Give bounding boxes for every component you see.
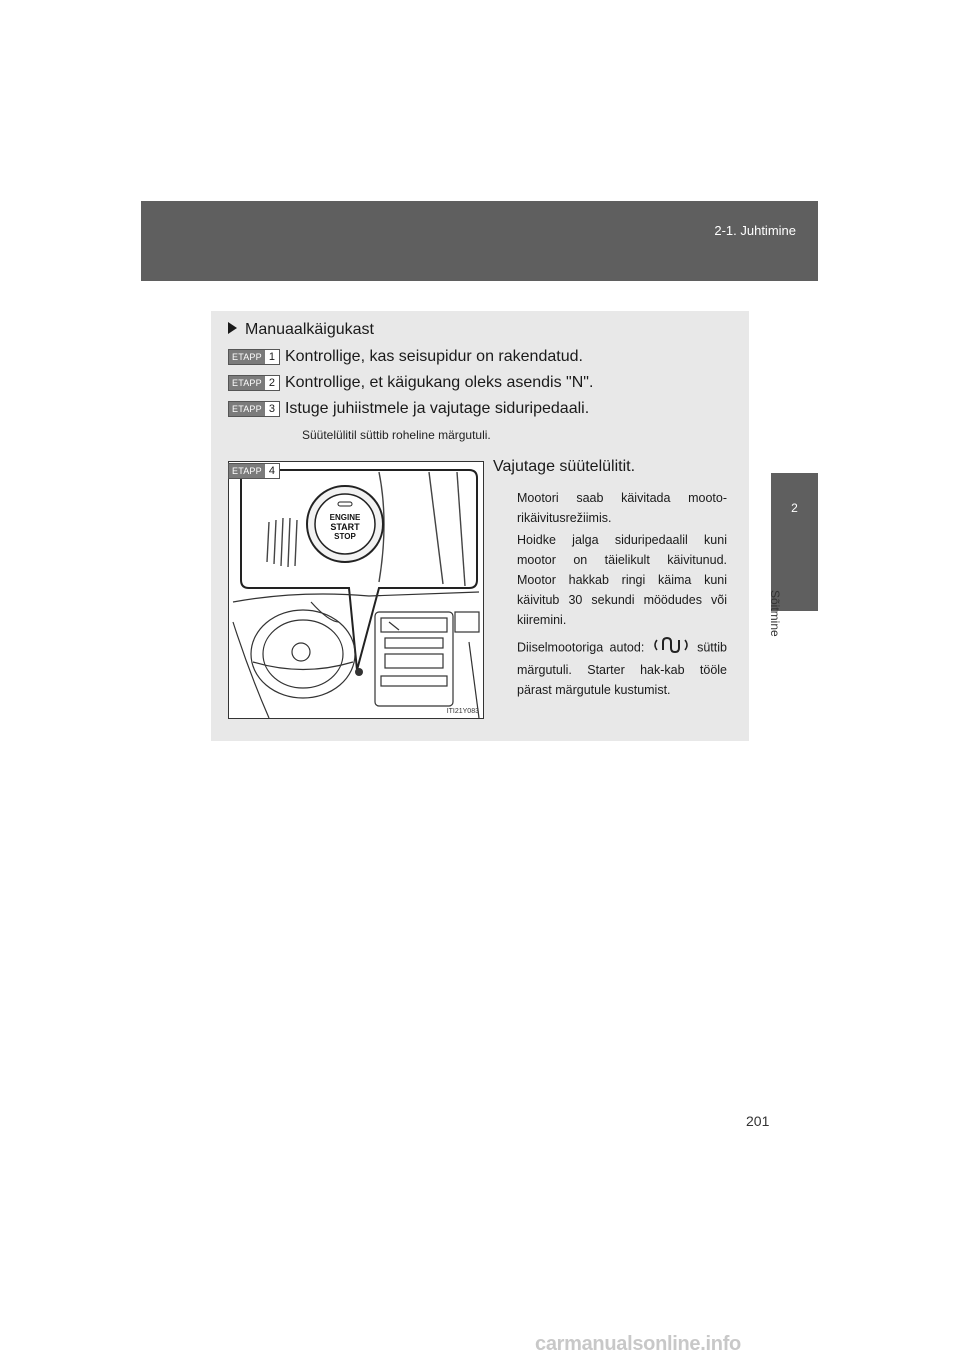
chapter-number: 2 xyxy=(791,501,798,515)
section-title-text: Manuaalkäigukast xyxy=(245,321,374,338)
section-title xyxy=(228,321,374,339)
step-badge-number: 2 xyxy=(268,377,275,389)
header-bar xyxy=(141,201,818,281)
step-badge-label: ETAPP xyxy=(229,376,265,390)
dashboard-drawing xyxy=(229,462,485,720)
page-number: 201 xyxy=(746,1113,770,1129)
triangle-bullet-icon xyxy=(228,322,237,334)
step-4-badge-wrapper xyxy=(228,461,285,479)
step-4-paragraph-1: Mootori saab käivitada mooto-rikäivitusrežiimis. xyxy=(517,491,727,525)
engine-switch-illustration xyxy=(228,461,484,719)
illustration-code: ITI21Y083 xyxy=(446,708,479,715)
step-text: Kontrollige, kas seisupidur on rakendatud. xyxy=(284,348,583,365)
step-3-note: Süütelülitil süttib roheline märgutuli. xyxy=(302,428,491,442)
button-line-3: STOP xyxy=(334,532,356,541)
watermark: carmanualsonline.info xyxy=(535,1333,741,1355)
step-3 xyxy=(228,400,589,418)
step-1 xyxy=(228,348,583,366)
step-badge-label: ETAPP xyxy=(229,402,265,416)
step-badge-label: ETAPP xyxy=(229,350,265,364)
chapter-title: 2-1. Juhtimine xyxy=(714,223,796,238)
glow-plug-indicator-icon xyxy=(651,636,691,660)
button-line-1: ENGINE xyxy=(329,513,361,522)
step-4-paragraph-diesel xyxy=(517,636,727,700)
step-text: Istuge juhiistmele ja vajutage siduripedaali. xyxy=(284,400,590,417)
step-badge xyxy=(228,375,280,391)
button-line-2: START xyxy=(330,522,360,532)
step-badge xyxy=(228,463,280,479)
step-badge xyxy=(228,349,280,365)
step-2 xyxy=(228,374,593,392)
step-badge-number: 3 xyxy=(268,403,275,415)
step-badge-number: 4 xyxy=(268,465,275,477)
step-badge-label: ETAPP xyxy=(229,464,265,478)
content-box xyxy=(211,311,749,741)
chapter-side-label: Sõitmine xyxy=(768,590,782,637)
step-4-text: Vajutage süütelülitit. xyxy=(493,458,636,475)
diesel-prefix: Diiselmootoriga autod: xyxy=(517,640,645,655)
step-badge xyxy=(228,401,280,417)
step-badge-number: 1 xyxy=(268,351,275,363)
step-text: Kontrollige, et käigukang oleks asendis "N". xyxy=(284,374,594,391)
diesel-suffix: süttib märgutuli. Starter hak-kab tööle pärast märgutule kustumist. xyxy=(517,640,727,697)
step-4-paragraph-2: Hoidke jalga siduripedaalil kuni mootor on täielikult käivitunud. Mootor hakkab ringi käima kuni käivitub 30 sekundi möödudes või kiiremini. xyxy=(517,533,727,627)
